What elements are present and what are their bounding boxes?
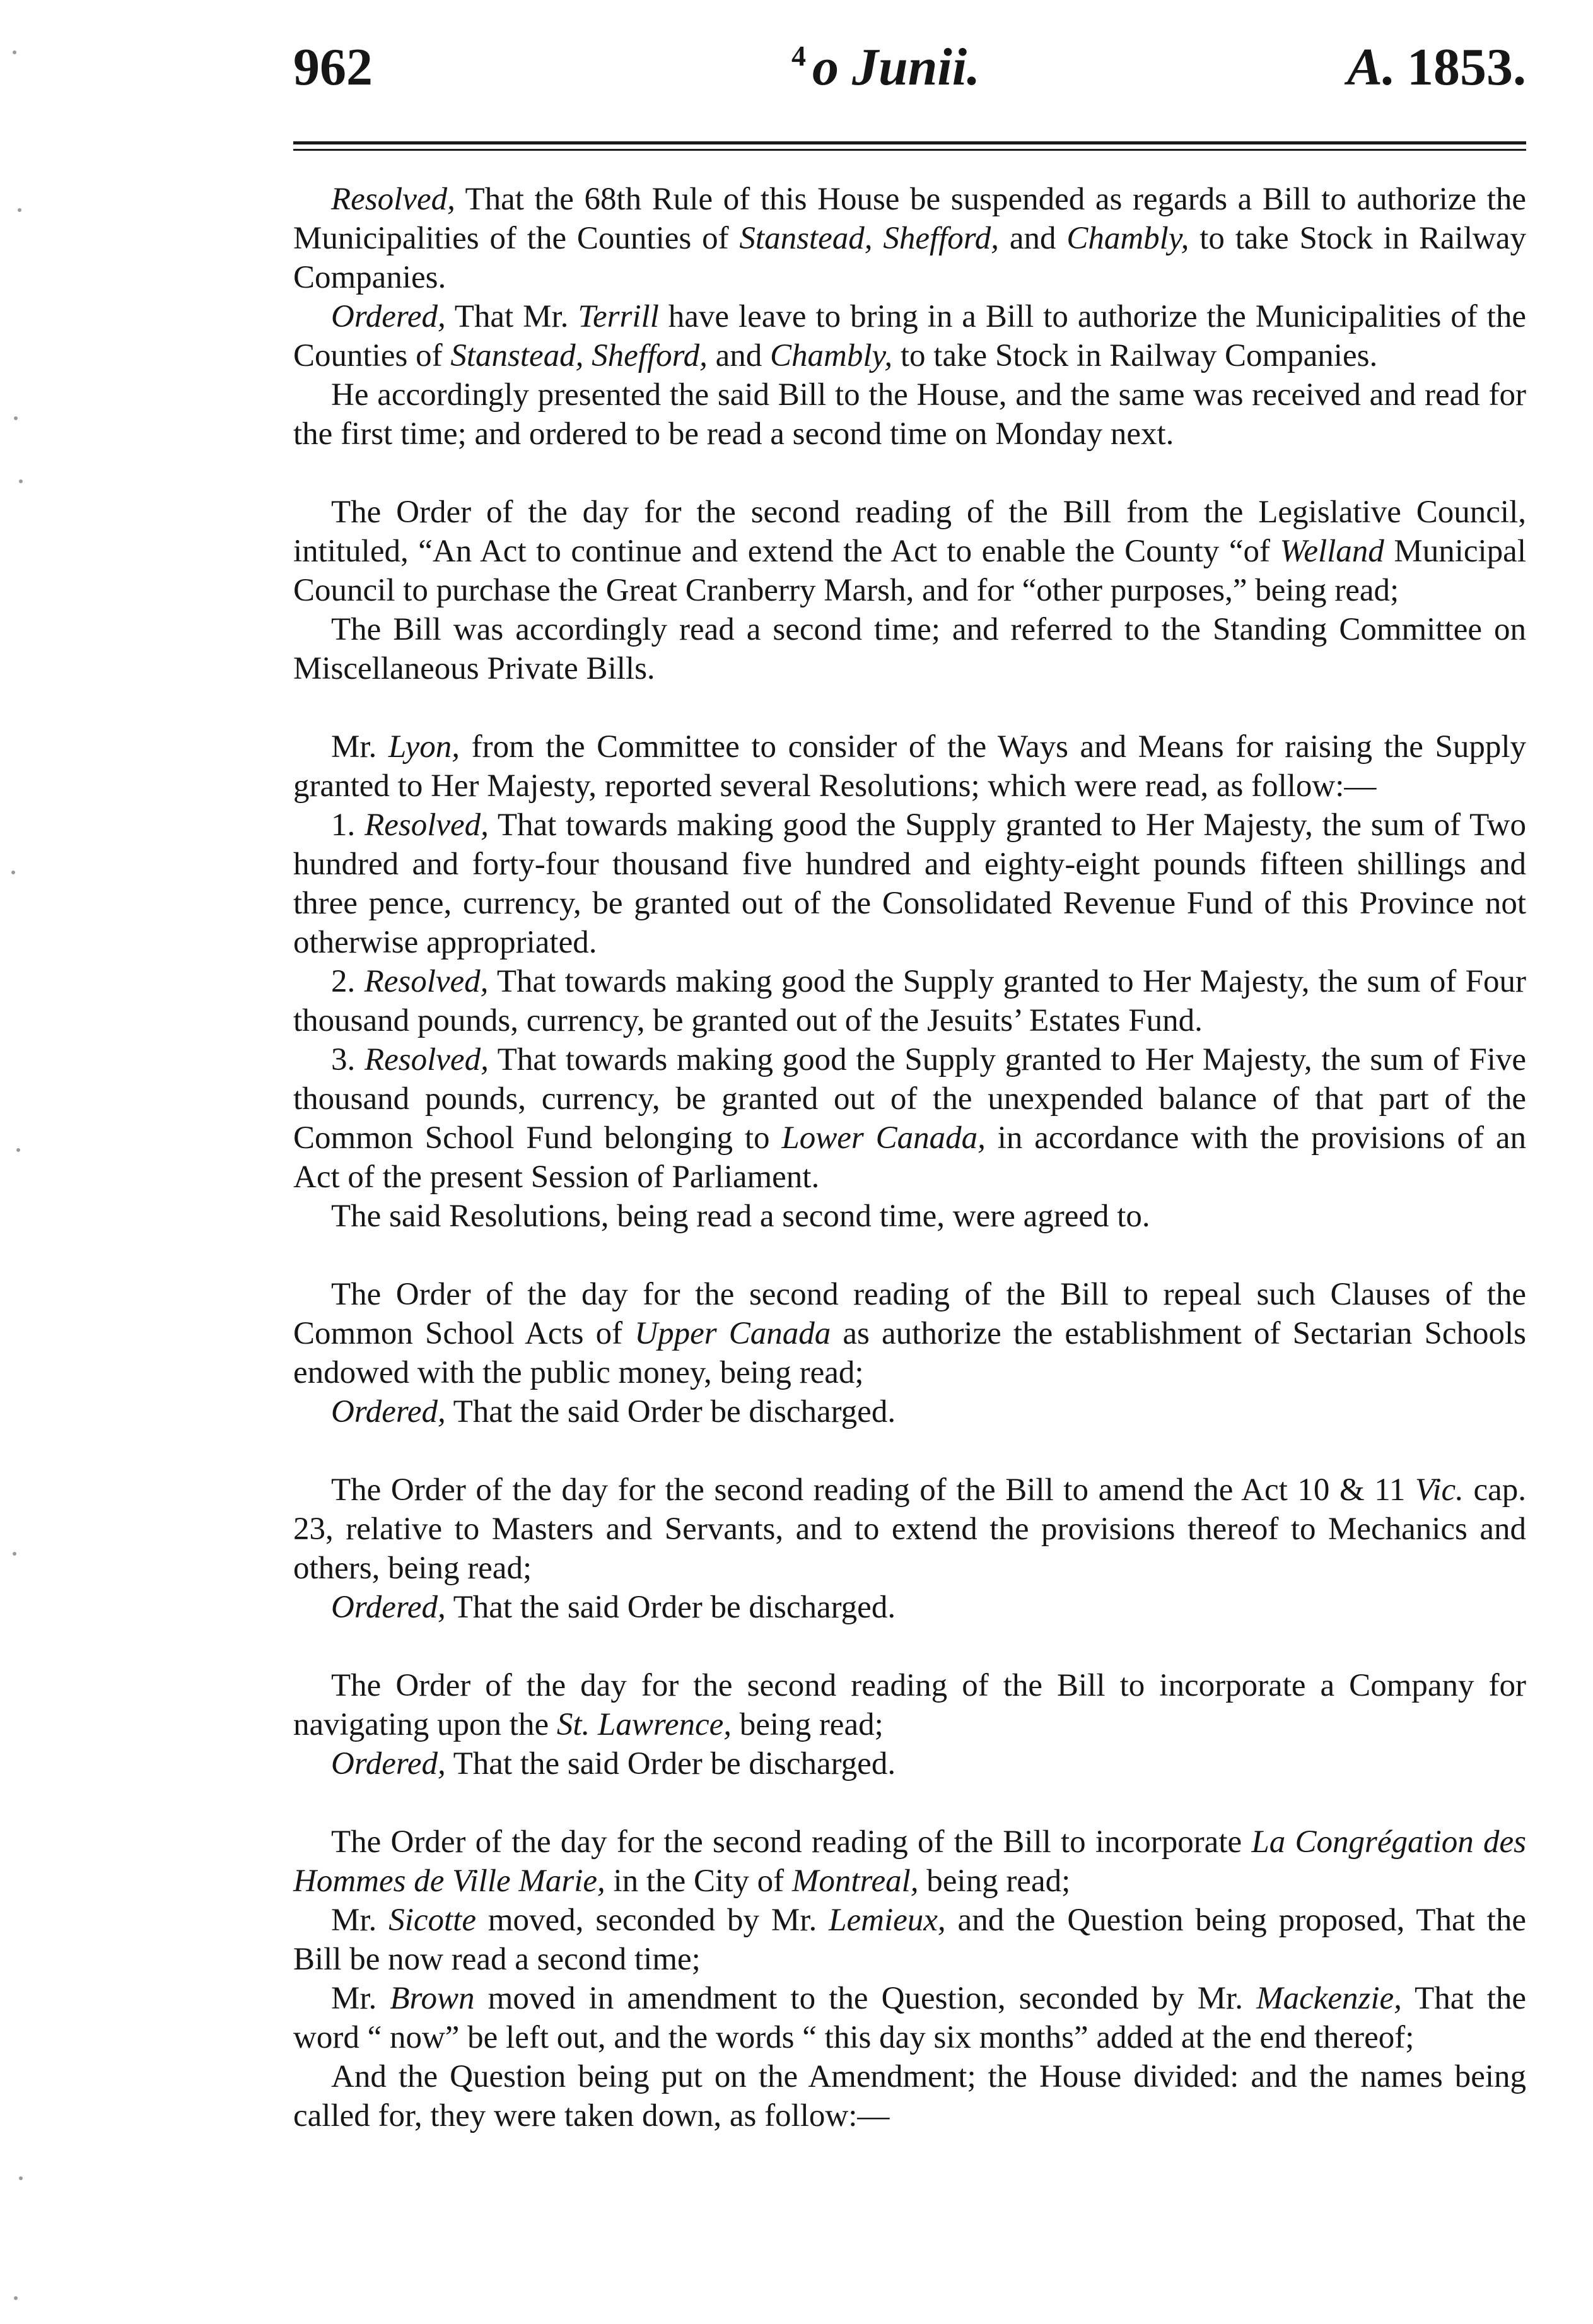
header-year-number: 1853. [1407,38,1526,97]
text-run: The Order of the day for the second reading of the Bill to amend the Act 10 & 11 [331,1472,1415,1508]
paragraph-welland-bill [293,493,1526,610]
text-run: in accordance with the provisions of an Act of the present Session of Parliament. [293,1120,1526,1195]
text-run: Ordered, [331,299,446,334]
text-run: Resolved, [331,182,455,217]
text-run: That the said Order be discharged. [445,1746,896,1781]
text-run: Welland [1280,534,1384,569]
text-run: Lyon, [388,729,460,765]
text-run: Municipal Council to purchase the Great Cranberry Marsh, and for “other purposes,” being read; [293,534,1526,608]
paragraph-masters-servants-bill [293,1470,1526,1588]
paragraph-ordered-leave [293,297,1526,375]
header-year-prefix: A. [1346,38,1396,97]
text-run: The Order of the day for the second reading of the Bill to incorporate a Company for navigating upon the [293,1668,1526,1742]
text-run: That the said Order be discharged. [445,1590,896,1625]
paragraph-brown-amendment [293,1979,1526,2057]
text-run: have leave to bring in a Bill to authorize the Municipalities of the Counties of [293,299,1526,373]
text-run: That the word “ now” be left out, and the words “ this day six months” added at the end thereof; [293,1981,1527,2055]
paragraph-sicotte-motion [293,1901,1526,1979]
text-run: Stanstead, Shefford, [450,338,708,373]
text-run: Resolved, [364,1042,489,1077]
text-run: La Congrégation des Hommes de Ville Marie, [293,1824,1527,1899]
page-body [293,180,1526,2135]
header-year [1347,37,1526,98]
text-run: from the Committee to consider of the Ways and Means for raising the Supply granted to Her Majesty, reported several Resolutions; which were read, as follow:— [293,729,1526,804]
header-date-month: o Junii. [812,38,981,97]
text-run: Stanstead, Shefford, [739,221,999,256]
text-run: to take Stock in Railway Companies. [293,221,1526,295]
header-rule-thin [293,149,1526,151]
text-run: That the said Order be discharged. [445,1394,896,1429]
text-run: Terrill [578,299,659,334]
paragraph-resolution-2 [293,962,1526,1040]
text-run: The Order of the day for the second reading of the Bill from the Legislative Council, intituled, “An Act to continue and extend the Act to enable the County “of [293,495,1526,569]
margin-specks [0,0,50,2324]
text-run: Ordered, [331,1590,446,1625]
text-run: The Order of the day for the second reading of the Bill to incorporate [331,1824,1252,1860]
text-run: Chambly, [769,338,893,373]
text-run: as authorize the establishment of Sectarian Schools endowed with the public money, being read; [293,1316,1526,1390]
text-run: Vic. [1415,1472,1464,1508]
text-run: Resolved, [365,807,489,843]
text-run: Brown [390,1981,475,2016]
text-run: 2. [331,964,365,999]
text-run: Upper Canada [634,1316,831,1351]
text-run: in the City of [605,1863,792,1899]
text-run: St. Lawrence, [556,1707,732,1742]
page-number: 962 [293,38,373,97]
paragraph-lyon-report [293,727,1526,806]
paragraph-sectarian-schools-bill [293,1275,1526,1392]
paragraph-resolved-rule-suspended [293,180,1526,297]
text-run: Mackenzie, [1256,1981,1402,2016]
text-run: Mr. [331,1903,389,1938]
paragraph-st-lawrence-bill [293,1666,1526,1744]
text-run: being read; [918,1863,1071,1899]
paragraph-order-discharged-1 [293,1392,1526,1431]
text-run: being read; [732,1707,884,1742]
text-run: to take Stock in Railway Companies. [892,338,1378,373]
text-run: That the 68th Rule of this House be suspended as regards a Bill to authorize the Municipalities of the Counties of [293,182,1526,256]
text-run: Sicotte [388,1903,476,1938]
text-run: Ordered, [331,1746,446,1781]
header-rule-thick [293,141,1526,144]
text-run: moved, seconded by Mr. [476,1903,829,1938]
text-run: That Mr. [445,299,578,334]
text-run: 3. [331,1042,365,1077]
paragraph-ville-marie-bill [293,1822,1526,1901]
paragraph-order-discharged-3 [293,1744,1526,1783]
header-date [791,37,980,98]
paragraph-resolution-1 [293,806,1526,962]
text-run: The Order of the day for the second reading of the Bill to repeal such Clauses of the Common School Acts of [293,1277,1526,1351]
text-run: That towards making good the Supply granted to Her Majesty, the sum of Five thousand pounds, currency, be granted out of the unexpended balance of that part of the Common School Fund belonging to [293,1042,1527,1156]
text-run: and the Question being proposed, That the Bill be now read a second time; [293,1903,1526,1977]
text-run: and [707,338,770,373]
text-run: Ordered, [331,1394,446,1429]
paragraph-order-discharged-2 [293,1588,1526,1627]
paragraph-bill-referred: The Bill was accordingly read a second time; and referred to the Standing Committee on Miscellaneous Private Bills. [293,612,1526,686]
text-run: Lemieux, [829,1903,946,1938]
paragraph-resolutions-agreed: The said Resolutions, being read a second time, were agreed to. [331,1199,1150,1234]
text-run: Chambly, [1066,221,1189,256]
header-date-day: 4 [791,40,806,72]
paragraph-bill-presented: He accordingly presented the said Bill to the House, and the same was received and read for the first time; and ordered to be read a second time on Monday next. [293,377,1526,452]
page-header [293,37,1526,112]
text-run: Mr. [331,1981,390,2016]
text-run: 1. [331,807,365,843]
text-run: That towards making good the Supply granted to Her Majesty, the sum of Four thousand pounds, currency, be granted out of the Jesuits’ Estates Fund. [293,964,1526,1038]
text-run: Mr. [331,729,388,765]
text-run: moved in amendment to the Question, seconded by Mr. [474,1981,1257,2016]
paragraph-house-divided: And the Question being put on the Amendment; the House divided: and the names being called for, they were taken down, as follow:— [293,2059,1526,2133]
text-run: and [999,221,1067,256]
text-run: That towards making good the Supply granted to Her Majesty, the sum of Two hundred and forty-four thousand five hundred and eighty-eight pounds fifteen shillings and three pence, currency, be granted out of the Consolidated Revenue Fund of this Province not otherwise appropriated. [293,807,1527,960]
text-run: Montreal, [791,1863,919,1899]
paragraph-resolution-3 [293,1040,1526,1197]
text-run: Resolved, [364,964,489,999]
text-run: cap. 23, relative to Masters and Servants, and to extend the provisions thereof to Mechanics and others, being read; [293,1472,1526,1586]
text-run: Lower Canada, [781,1120,986,1156]
